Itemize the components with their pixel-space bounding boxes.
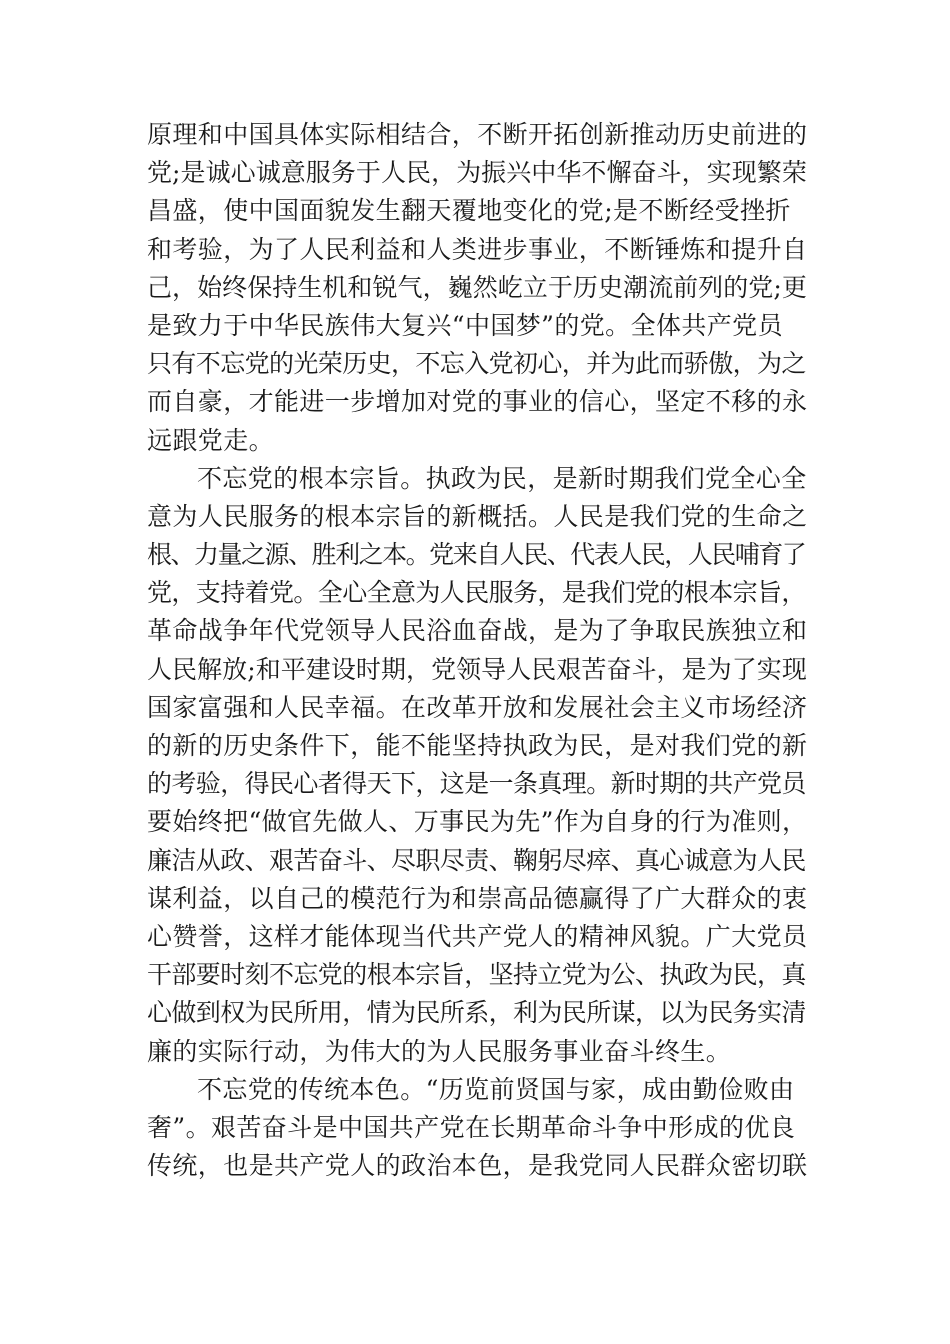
text-line: 意为人民服务的根本宗旨的新概括。人民是我们党的生命之 — [147, 501, 808, 531]
text-line: 人民解放;和平建设时期，党领导人民艰苦奋斗，是为了实现 — [147, 654, 807, 684]
text-line: 传统，也是共产党人的政治本色，是我党同人民群众密切联 — [147, 1151, 808, 1181]
text-line: 革命战争年代党领导人民浴血奋战，是为了争取民族独立和 — [147, 616, 808, 646]
text-line: 而自豪，才能进一步增加对党的事业的信心，坚定不移的永 — [147, 387, 808, 417]
text-line: 不忘党的根本宗旨。执政为民，是新时期我们党全心全 — [197, 463, 807, 493]
text-line: 根、力量之源、胜利之本。党来自人民、代表人民，人民哺育了 — [147, 540, 806, 570]
text-line: 廉洁从政、艰苦奋斗、尽职尽责、鞠躬尽瘁、真心诚意为人民 — [147, 845, 806, 875]
text-line: 远跟党走。 — [147, 425, 275, 455]
body-text — [147, 116, 807, 1185]
text-line: 的新的历史条件下，能不能坚持执政为民，是对我们党的新 — [147, 731, 808, 760]
text-line: 奢”。艰苦奋斗是中国共产党在长期革命斗争中形成的优良 — [147, 1112, 796, 1142]
text-line: 国家富强和人民幸福。在改革开放和发展社会主义市场经济 — [147, 692, 808, 722]
text-line: 原理和中国具体实际相结合，不断开拓创新推动历史前进的 — [147, 120, 808, 149]
text-line: 心赞誉，这样才能体现当代共产党人的精神风貌。广大党员 — [147, 921, 808, 951]
text-line: 和考验，为了人民利益和人类进步事业，不断锤炼和提升自 — [147, 234, 808, 264]
text-line: 的考验，得民心者得天下，这是一条真理。新时期的共产党员 — [147, 769, 806, 799]
text-line: 是致力于中华民族伟大复兴“中国梦”的党。全体共产党员 — [147, 310, 783, 340]
text-line: 心做到权为民所用，情为民所系，利为民所谋，以为民务实清 — [147, 998, 806, 1028]
text-line: 只有不忘党的光荣历史，不忘入党初心，并为此而骄傲，为之 — [147, 349, 806, 379]
text-line: 己，始终保持生机和锐气，巍然屹立于历史潮流前列的党;更 — [147, 272, 807, 302]
text-line: 干部要时刻不忘党的根本宗旨，坚持立党为公、执政为民，真 — [147, 960, 806, 990]
text-line: 谋利益，以自己的模范行为和崇高品德赢得了广大群众的衷 — [147, 883, 808, 913]
text-line: 不忘党的传统本色。“历览前贤国与家，成由勤俭败由 — [197, 1074, 795, 1104]
text-line: 廉的实际行动，为伟大的为人民服务事业奋斗终生。 — [147, 1036, 732, 1066]
text-line: 昌盛，使中国面貌发生翻天覆地变化的党;是不断经受挫折 — [147, 196, 791, 226]
text-line: 要始终把“做官先做人、万事民为先”作为自身的行为准则， — [147, 807, 808, 837]
text-line: 党;是诚心诚意服务于人民，为振兴中华不懈奋斗，实现繁荣 — [147, 158, 807, 188]
text-line: 党，支持着党。全心全意为人民服务，是我们党的根本宗旨， — [147, 578, 806, 608]
